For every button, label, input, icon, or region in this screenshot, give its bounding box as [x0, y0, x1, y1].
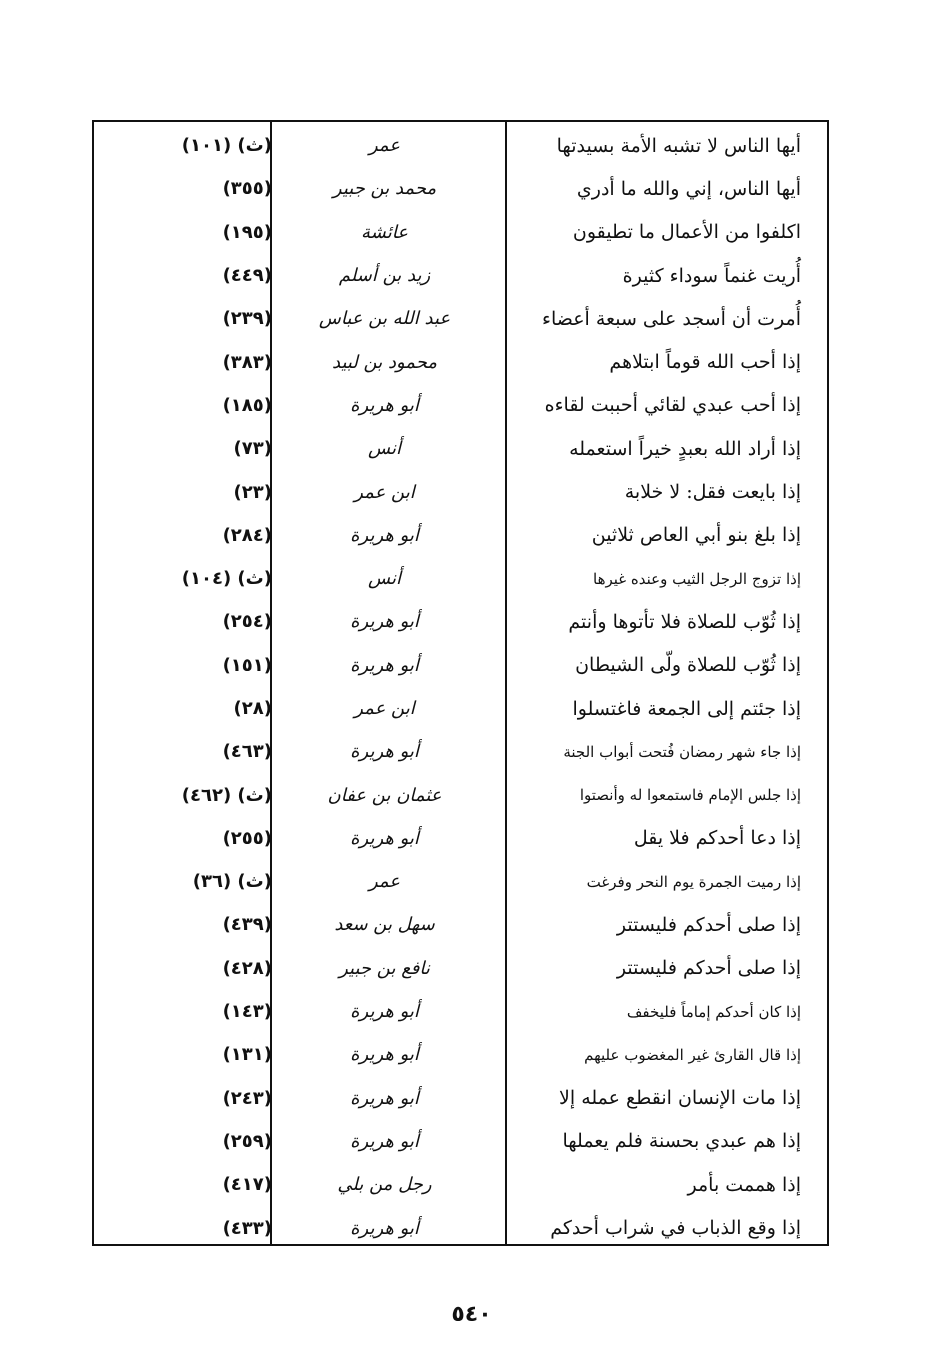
hadith-reference-number: (٢٤٣)	[222, 1087, 272, 1109]
hadith-reference-number: (٢٣)	[233, 481, 272, 503]
hadith-reference-number: (٣٦) (ث)	[192, 871, 272, 893]
hadith-reference-number: (٢٨٤)	[222, 524, 272, 546]
narrator-name: أبو هريرة	[350, 524, 419, 546]
table-row	[94, 600, 827, 643]
narrator-name: عثمان بن عفان	[327, 784, 442, 806]
table-row	[94, 514, 827, 557]
hadith-text: أُمرت أن أسجد على سبعة أعضاء	[542, 307, 801, 330]
table-row	[94, 990, 827, 1033]
narrator-name: أبو هريرة	[350, 654, 419, 676]
table-row	[94, 427, 827, 470]
narrator-name: أبو هريرة	[350, 827, 419, 849]
narrator-name: محمد بن جبير	[332, 178, 437, 200]
hadith-reference-number: (٣٨٣)	[222, 351, 272, 373]
narrator-name: أبو هريرة	[350, 1130, 419, 1152]
table-row	[94, 730, 827, 773]
narrator-name: أبو هريرة	[350, 741, 419, 763]
hadith-reference-number: (٢٨)	[233, 698, 272, 719]
narrator-name: ابن عمر	[354, 698, 415, 719]
hadith-text: إذا ثُوّب للصلاة فلا تأتوها وأنتم	[568, 610, 801, 633]
narrator-name: عائشة	[361, 221, 408, 243]
narrator-name: عمر	[368, 135, 401, 157]
hadith-reference-number: (١٠١) (ث)	[181, 135, 272, 157]
hadith-text: إذا قال القارئ غير المغضوب عليهم	[584, 1045, 801, 1064]
table-row	[94, 384, 827, 427]
narrator-name: رجل من بلي	[337, 1174, 432, 1196]
hadith-text: إذا وقع الذباب في شراب أحدكم	[550, 1217, 801, 1240]
table-row	[94, 297, 827, 340]
table-row	[94, 254, 827, 297]
page-number: ٥٤٠	[451, 1302, 492, 1327]
hadith-reference-number: (٤٣٣)	[222, 1217, 272, 1239]
table-row	[94, 644, 827, 687]
hadith-text: إذا هممت بأمر	[687, 1173, 801, 1196]
hadith-reference-number: (١٤٣)	[222, 1001, 272, 1023]
hadith-text: إذا هم عبدي بحسنة فلم يعملها	[562, 1130, 801, 1153]
hadith-reference-number: (٢٥٥)	[222, 827, 272, 849]
hadith-text: إذا تزوج الرجل الثيب وعنده غيرها	[593, 569, 801, 588]
hadith-reference-number: (٢٥٩)	[222, 1130, 272, 1152]
table-row	[94, 860, 827, 903]
narrator-name: أبو هريرة	[350, 1087, 419, 1109]
table-row	[94, 1077, 827, 1120]
hadith-reference-number: (١٩٥)	[222, 221, 272, 243]
hadith-text: إذا بلغ بنو أبي العاص ثلاثين	[591, 524, 801, 547]
table-rows	[94, 124, 827, 1244]
hadith-text: أيها الناس لا تشبه الأمة بسيدتها	[556, 134, 801, 157]
narrator-name: أنس	[368, 438, 401, 460]
table-row	[94, 470, 827, 513]
hadith-text: إذا جاء شهر رمضان فُتحت أبواب الجنة	[563, 742, 801, 761]
hadith-text: إذا أحب عبدي لقائي أحببت لقاءه	[544, 394, 801, 417]
table-row	[94, 1033, 827, 1076]
hadith-reference-number: (٢٥٤)	[222, 611, 272, 633]
hadith-reference-number: (٤٢٨)	[222, 957, 272, 979]
hadith-text: إذا أراد الله بعبدٍ خيراً استعمله	[569, 437, 801, 460]
hadith-reference-number: (٤٣٩)	[222, 914, 272, 936]
table-row	[94, 947, 827, 990]
narrator-name: محمود بن لبيد	[332, 351, 437, 373]
table-row	[94, 773, 827, 816]
hadith-text: إذا رميت الجمرة يوم النحر وفرغت	[586, 872, 801, 891]
hadith-text: إذا كان أحدكم إماماً فليخفف	[626, 1002, 801, 1021]
hadith-text: إذا بايعت فقل: لا خلابة	[624, 481, 801, 504]
narrator-name: أنس	[368, 568, 401, 590]
narrator-name: نافع بن جبير	[339, 957, 430, 979]
hadith-reference-number: (١٨٥)	[222, 394, 272, 416]
narrator-name: ابن عمر	[354, 481, 415, 503]
table-row	[94, 124, 827, 167]
hadith-reference-number: (٤٦٢) (ث)	[181, 784, 272, 806]
hadith-text: إذا صلى أحدكم فليستتر	[616, 913, 801, 936]
hadith-reference-number: (١٠٤) (ث)	[181, 568, 272, 590]
hadith-text: أيها الناس، إني والله ما أدري	[576, 177, 801, 200]
narrator-name: أبو هريرة	[350, 1001, 419, 1023]
table-row	[94, 1120, 827, 1163]
table-row	[94, 1206, 827, 1249]
hadith-reference-number: (٤١٧)	[222, 1174, 272, 1196]
hadith-text: أُريت غنماً سوداء كثيرة	[622, 264, 801, 287]
table-row	[94, 817, 827, 860]
hadith-text: إذا جلس الإمام فاستمعوا له وأنصتوا	[579, 786, 801, 805]
hadith-text: اكلفوا من الأعمال ما تطيقون	[572, 221, 801, 244]
hadith-reference-number: (٢٣٩)	[222, 308, 272, 330]
hadith-reference-number: (١٣١)	[222, 1044, 272, 1066]
narrator-name: زيد بن أسلم	[338, 265, 431, 287]
table-row	[94, 167, 827, 210]
hadith-reference-number: (٣٥٥)	[222, 178, 272, 200]
hadith-text: إذا أحب الله قوماً ابتلاهم	[609, 351, 801, 374]
narrator-name: أبو هريرة	[350, 1217, 419, 1239]
hadith-text: إذا ثُوّب للصلاة ولّى الشيطان	[575, 654, 801, 677]
table-row	[94, 557, 827, 600]
hadith-reference-number: (٤٦٣)	[222, 741, 272, 763]
hadith-text: إذا دعا أحدكم فلا يقل	[633, 827, 801, 850]
table-row	[94, 340, 827, 383]
narrator-name: سهل بن سعد	[334, 914, 435, 936]
narrator-name: أبو هريرة	[350, 394, 419, 416]
narrator-name: أبو هريرة	[350, 1044, 419, 1066]
narrator-name: عمر	[368, 871, 401, 893]
narrator-name: أبو هريرة	[350, 611, 419, 633]
hadith-text: إذا مات الإنسان انقطع عمله إلا	[559, 1087, 801, 1110]
table-row	[94, 211, 827, 254]
table-row	[94, 903, 827, 946]
hadith-reference-number: (٧٣)	[233, 438, 272, 460]
hadith-reference-number: (١٥١)	[222, 654, 272, 676]
table-row	[94, 1163, 827, 1206]
narrator-name: عبد الله بن عباس	[318, 308, 451, 330]
hadith-text: إذا صلى أحدكم فليستتر	[616, 957, 801, 980]
table-row	[94, 687, 827, 730]
hadith-index-table	[92, 120, 829, 1246]
hadith-reference-number: (٤٤٩)	[222, 265, 272, 287]
hadith-text: إذا جئتم إلى الجمعة فاغتسلوا	[572, 697, 801, 720]
